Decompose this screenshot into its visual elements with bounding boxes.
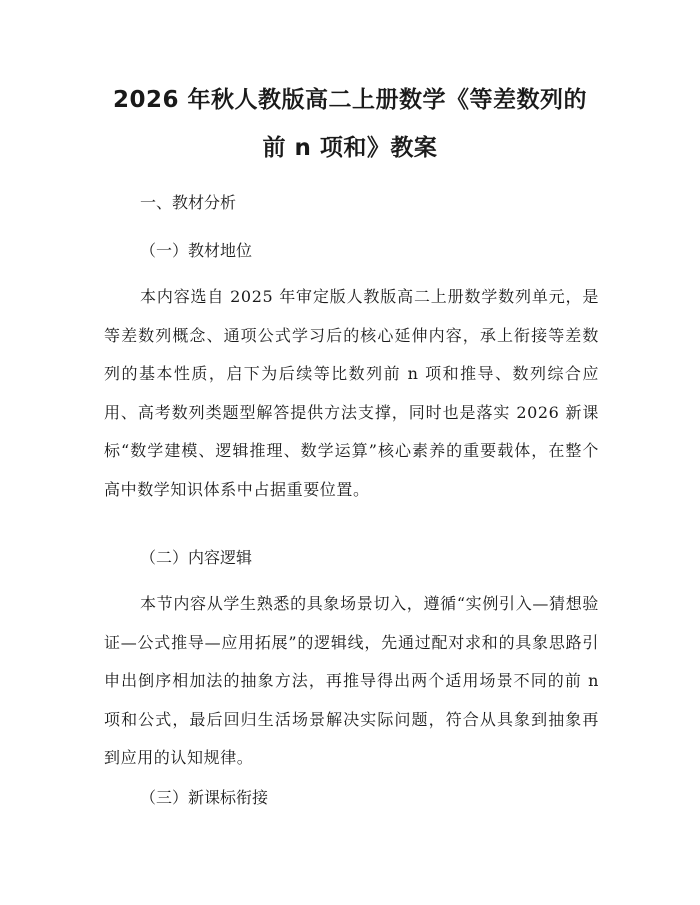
subsection-heading-content-logic: （二）内容逻辑 <box>140 548 253 567</box>
paragraph-textbook-position: 本内容选自 2025 年审定版人教版高二上册数学数列单元，是等差数列概念、通项公式学习后的核心延伸内容，承上衔接等差数列的基本性质，启下为后续等比数列前 n 项和推导、数列综合应用、高考数列类题型解答提供方法支撑，同时也是落实 2026 新课标“数学建模、逻辑推理、数学运算”核心素养的重要载体，在整个高中数学知识体系中占据重要位置。 <box>104 287 599 499</box>
paragraph-content-logic: 本节内容从学生熟悉的具象场景切入，遵循“实例引入—猜想验证—公式推导—应用拓展”的逻辑线，先通过配对求和的具象思路引申出倒序相加法的抽象方法，再推导得出两个适用场景不同的前 n 项和公式，最后回归生活场景解决实际问题，符合从具象到抽象再到应用的认知规律。 <box>104 594 599 767</box>
document-title-line-1: 2026 年秋人教版高二上册数学《等差数列的 <box>112 87 588 113</box>
section-heading-textbook-analysis: 一、教材分析 <box>140 193 237 212</box>
subsection-heading-new-curriculum: （三）新课标衔接 <box>140 788 269 807</box>
subsection-heading-textbook-position: （一）教材地位 <box>140 241 253 260</box>
document-title-line-2: 前 n 项和》教案 <box>262 135 438 161</box>
